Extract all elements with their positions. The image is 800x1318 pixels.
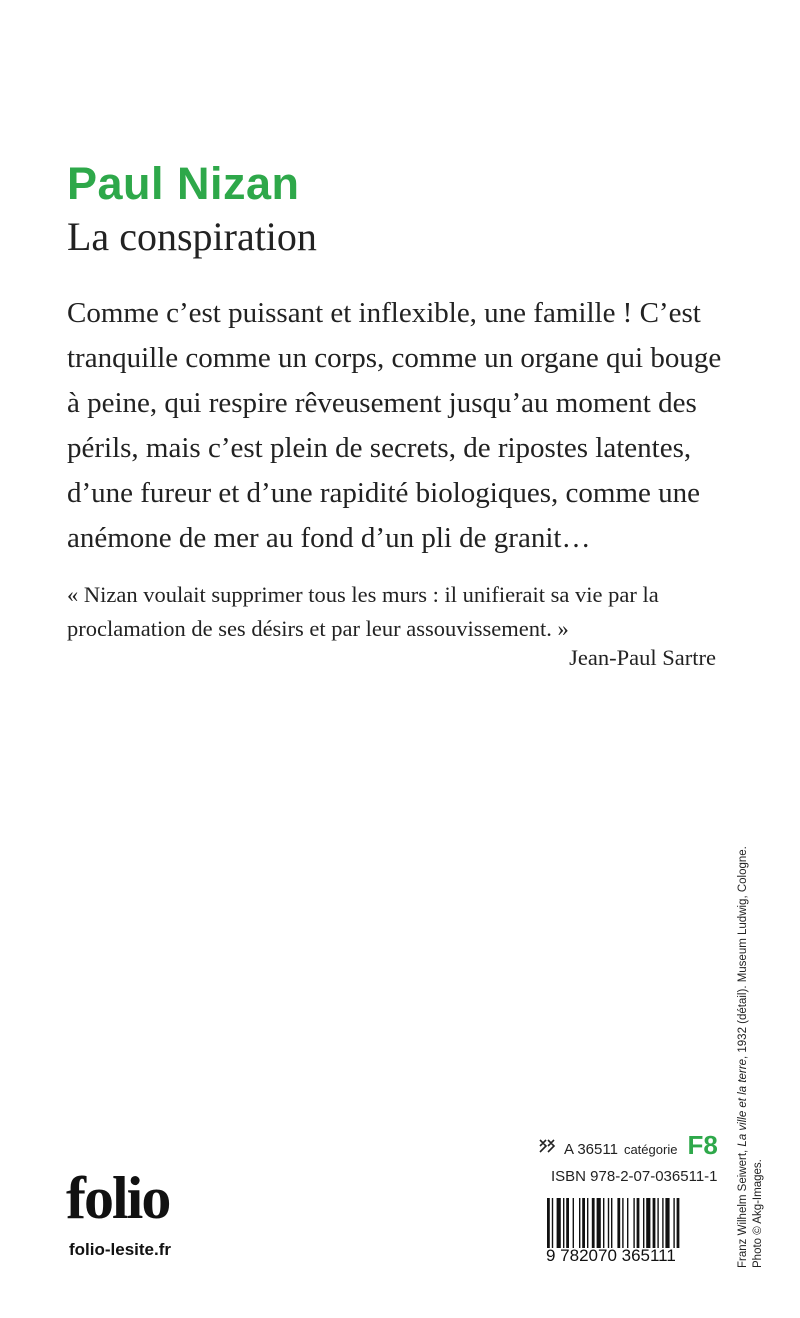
blurb-line: d’une fureur et d’une rapidité biologiques, comme une [67,477,700,509]
photo-credits [736,828,770,1268]
blurb [67,291,757,561]
blurb-line: tranquille comme un corps, comme un organe qui bouge [67,342,722,374]
category-label: catégorie [623,1142,678,1157]
barcode [546,1198,716,1248]
catalog-line [538,1130,718,1161]
category-code: F8 [687,1130,718,1160]
author-name: Paul Nizan [67,158,300,209]
barcode-number: 9 782070 365111 [546,1246,676,1265]
quote-line: « Nizan voulait supprimer tous les murs : il unifierait sa vie par la [67,582,659,607]
blurb-line: à peine, qui respire rêveusement jusqu’au moment des [67,387,697,419]
quote-line: proclamation de ses désirs et par leur assouvissement. » [67,616,569,641]
credits-line-2: Photo © Akg-Images. [752,1159,764,1268]
blurb-line: anémone de mer au fond d’un pli de granit… [67,522,591,554]
isbn: ISBN 978-2-07-036511-1 [551,1168,718,1185]
folio-logo-icon [538,1138,558,1154]
catalog-number: A 36511 [564,1141,618,1158]
quote-author: Jean-Paul Sartre [569,645,716,670]
book-title: La conspiration [67,214,317,259]
credits-line-1: Franz Wilhelm Seiwert, La ville et la terre, 1932 (détail). Museum Ludwig, Cologne. [737,846,749,1268]
blurb-line: périls, mais c’est plein de secrets, de ripostes latentes, [67,432,692,464]
quote [67,578,747,646]
website-link[interactable]: folio-lesite.fr [69,1240,172,1259]
folio-logo: folio [66,1165,170,1231]
blurb-line: Comme c’est puissant et inflexible, une famille ! C’est [67,297,701,329]
